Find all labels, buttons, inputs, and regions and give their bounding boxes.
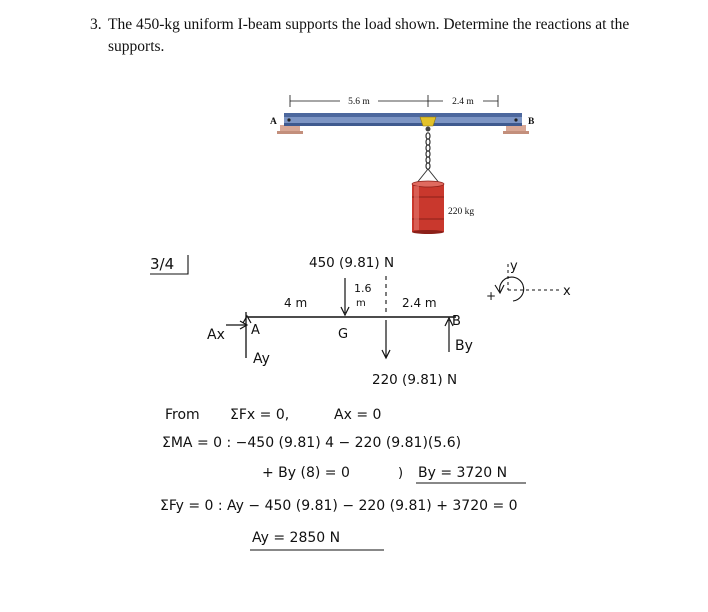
hook-clamp bbox=[420, 117, 436, 126]
fbd-point-g: G bbox=[338, 327, 349, 342]
free-body-diagram bbox=[150, 255, 571, 388]
barrel bbox=[412, 181, 444, 234]
fbd-point-a: A bbox=[251, 323, 260, 338]
pin-a bbox=[287, 118, 290, 121]
dist-a-g-label: 4 m bbox=[284, 296, 308, 310]
load-mass-label: 220 kg bbox=[448, 207, 475, 217]
beam-top-flange bbox=[284, 113, 522, 117]
problem-text: The 450-kg uniform I-beam supports the load shown. Determine the reactions at the supports. bbox=[108, 16, 630, 55]
solution-moment-eq-cont: + By (8) = 0 bbox=[262, 465, 350, 481]
solution-equations bbox=[160, 407, 526, 550]
solution-by-result: By = 3720 N bbox=[418, 465, 508, 481]
dimension-right-label: 2.4 m bbox=[452, 97, 474, 107]
problem-reference: 3/4 bbox=[150, 255, 175, 273]
problem-number: 3. bbox=[90, 16, 102, 33]
solution-from: From bbox=[165, 407, 200, 423]
fbd-point-b: B bbox=[452, 314, 461, 329]
beam-figure bbox=[270, 94, 535, 234]
support-b-base bbox=[503, 131, 529, 134]
beam-weight-label: 450 (9.81) N bbox=[309, 255, 395, 271]
dimension-left-label: 5.6 m bbox=[348, 97, 370, 107]
dist-g-load-value: 1.6 bbox=[354, 282, 372, 295]
dist-g-load-unit: m bbox=[356, 298, 366, 309]
force-ay-label: Ay bbox=[253, 351, 270, 367]
support-b bbox=[506, 125, 526, 132]
axis-y-label: y bbox=[510, 259, 518, 274]
hook-ring bbox=[426, 127, 431, 132]
support-a-base bbox=[277, 131, 303, 134]
figure-label-b: B bbox=[528, 117, 535, 127]
force-ax-label: Ax bbox=[207, 327, 225, 343]
support-a bbox=[280, 125, 300, 132]
chain bbox=[426, 133, 430, 169]
solution-moment-eq: ΣMA = 0 : −450 (9.81) 4 − 220 (9.81)(5.6) bbox=[162, 435, 462, 451]
beam-web bbox=[284, 117, 522, 123]
pin-b bbox=[514, 118, 517, 121]
positive-moment-sign: + bbox=[486, 289, 497, 303]
solution-separator: ) bbox=[398, 466, 404, 481]
solution-ay-result: Ay = 2850 N bbox=[252, 530, 341, 546]
figure-label-a: A bbox=[270, 117, 277, 127]
beam-bottom-flange bbox=[284, 123, 522, 126]
solution-sum-fx: ΣFx = 0, bbox=[230, 407, 290, 423]
dist-load-b-label: 2.4 m bbox=[402, 296, 437, 310]
axis-x-label: x bbox=[563, 284, 571, 299]
force-by-label: By bbox=[455, 338, 473, 354]
load-force-label: 220 (9.81) N bbox=[372, 372, 458, 388]
solution-force-y-eq: ΣFy = 0 : Ay − 450 (9.81) − 220 (9.81) + 3720 = 0 bbox=[160, 498, 518, 514]
moment-direction-arc bbox=[500, 277, 524, 301]
solution-ax-result: Ax = 0 bbox=[334, 407, 382, 423]
